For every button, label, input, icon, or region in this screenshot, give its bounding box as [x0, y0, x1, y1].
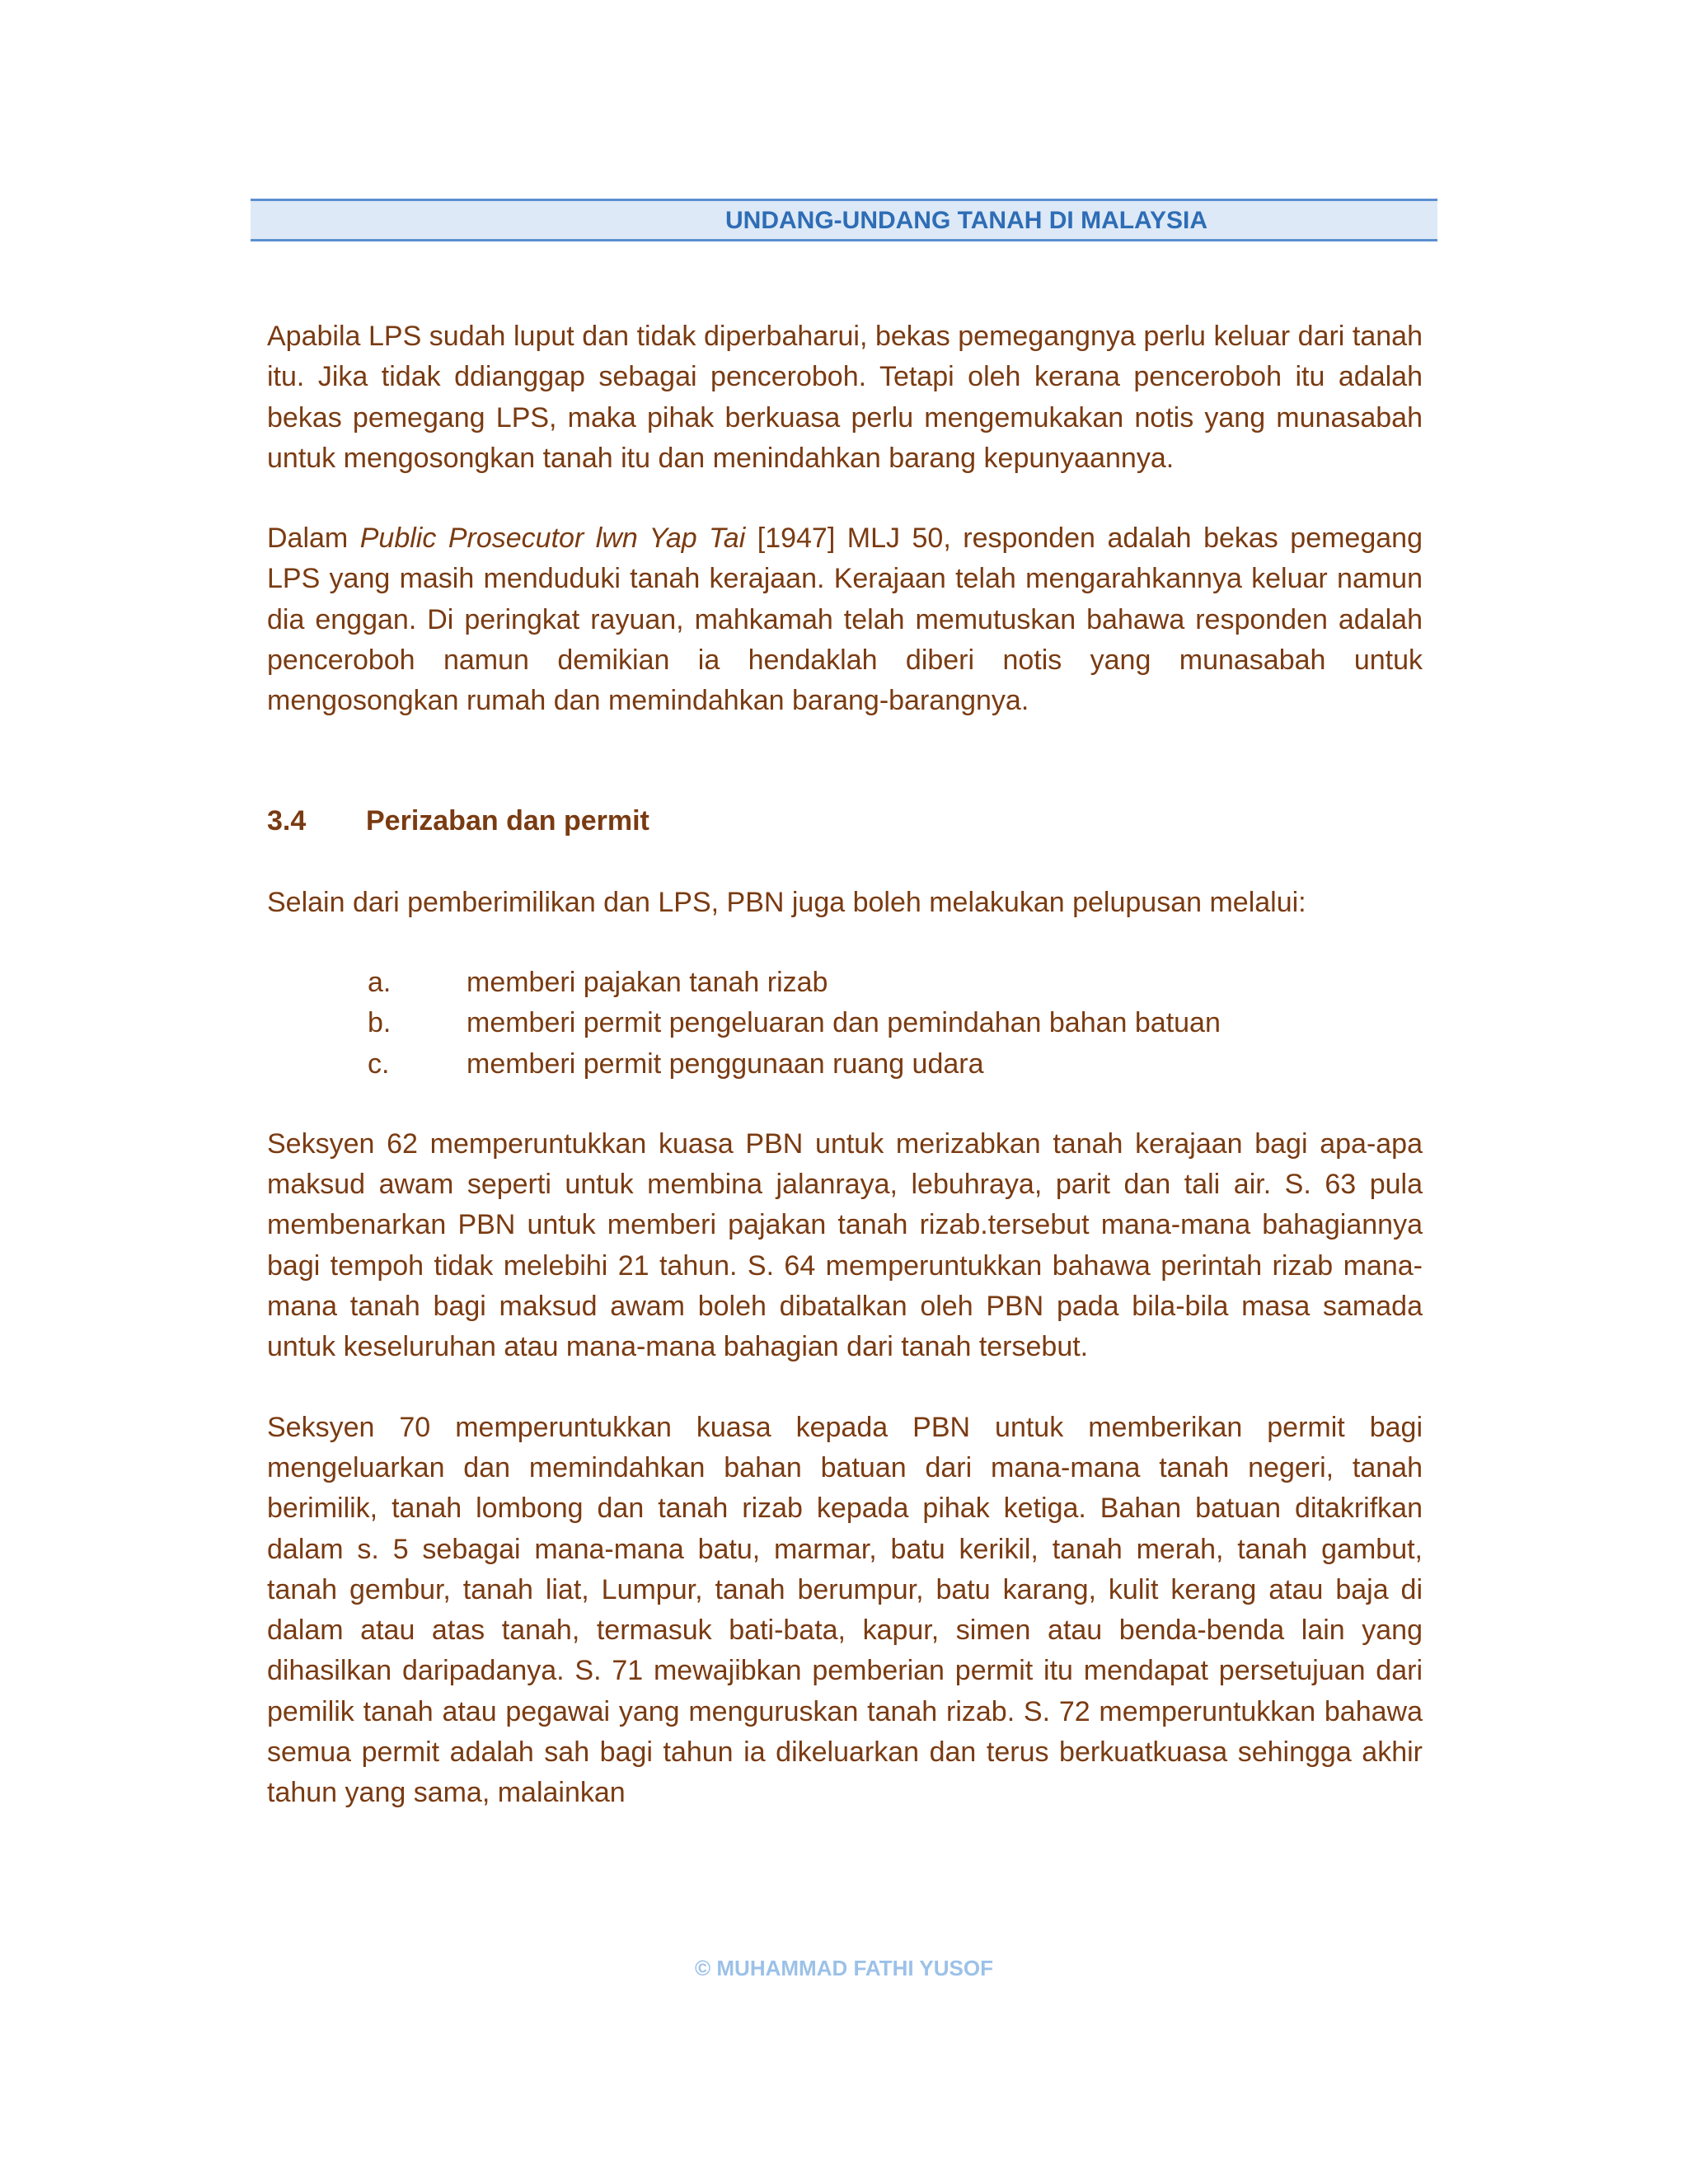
list-item [267, 1003, 1423, 1043]
section-number: 3.4 [267, 804, 307, 837]
section-heading [267, 801, 1423, 841]
list-text: memberi permit pengeluaran dan pemindahan bahan batuan [467, 1007, 1221, 1039]
case-intro: Dalam [267, 523, 360, 555]
list-item [267, 1044, 1423, 1085]
paragraph-disposal-intro: Selain dari pemberimilikan dan LPS, PBN juga boleh melakukan pelupusan melalui: [267, 886, 1306, 918]
header-title: UNDANG-UNDANG TANAH DI MALAYSIA [725, 207, 1207, 234]
running-header [251, 199, 1437, 241]
case-name: Public Prosecutor lwn Yap Tai [359, 523, 746, 555]
case-body: [1947] MLJ 50, responden adalah bekas pemegang LPS yang masih menduduki tanah kerajaan. Kerajaan telah mengarahkannya keluar namun dia enggan. Di peringkat rayuan, mahkamah telah memutuskan bahawa responden adalah penceroboh namun demikian ia hendaklah diberi notis yang munasabah untuk mengosongkan rumah dan memindahkan barang-barangnya. [267, 523, 1423, 717]
list-text: memberi permit penggunaan ruang udara [467, 1047, 984, 1080]
list-marker: a. [368, 966, 392, 998]
paragraph-lps-expiry: Apabila LPS sudah luput dan tidak diperbaharui, bekas pemegangnya perlu keluar dari tanah itu. Jika tidak ddianggap sebagai penceroboh. Tetapi oleh kerana penceroboh itu adalah bekas pemegang LPS, maka pihak berkuasa perlu mengemukakan notis yang munasabah untuk mengosongkan tanah itu dan menindahkan barang kepunyaannya. [267, 321, 1423, 474]
paragraph-case-yap-tai [267, 518, 1423, 721]
paragraph-section-70: Seksyen 70 memperuntukkan kuasa kepada PBN untuk memberikan permit bagi mengeluarkan dan memindahkan bahan batuan dari mana-mana tanah negeri, tanah berimilik, tanah lombong dan tanah rizab kepada pihak ketiga. Bahan batuan ditakrifkan dalam s. 5 sebagai mana-mana batu, marmar, batu kerikil, tanah merah, tanah gambut, tanah gembur, tanah liat, Lumpur, tanah berumpur, batu karang, kulit kerang atau baja di dalam atau atas tanah, termasuk bati-bata, kapur, simen atau benda-benda lain yang dihasilkan daripadanya. S. 71 mewajibkan pemberian permit itu mendapat persetujuan dari pemilik tanah atau pegawai yang menguruskan tanah rizab. S. 72 memperuntukkan bahawa semua permit adalah sah bagi tahun ia dikeluarkan dan terus berkuatkuasa sehingga akhir tahun yang sama, malainkan [267, 1411, 1423, 1809]
list-marker: b. [368, 1007, 392, 1039]
disposal-list [267, 963, 1423, 1085]
footer-copyright: © MUHAMMAD FATHI YUSOF [695, 1956, 993, 1980]
list-text: memberi pajakan tanah rizab [467, 966, 828, 998]
paragraph-section-62: Seksyen 62 memperuntukkan kuasa PBN untuk merizabkan tanah kerajaan bagi apa-apa maksud awam seperti untuk membina jalanraya, lebuhraya, parit dan tali air. S. 63 pula membenarkan PBN untuk memberi pajakan tanah rizab.tersebut mana-mana bahagiannya bagi tempoh tidak melebihi 21 tahun. S. 64 memperuntukkan bahawa perintah rizab mana-mana tanah bagi maksud awam boleh dibatalkan oleh PBN pada bila-bila masa samada untuk keseluruhan atau mana-mana bahagian dari tanah tersebut. [267, 1127, 1423, 1363]
list-item [267, 963, 1423, 1003]
page-body [267, 316, 1423, 1814]
section-title: Perizaban dan permit [366, 804, 649, 837]
list-marker: c. [368, 1047, 390, 1080]
